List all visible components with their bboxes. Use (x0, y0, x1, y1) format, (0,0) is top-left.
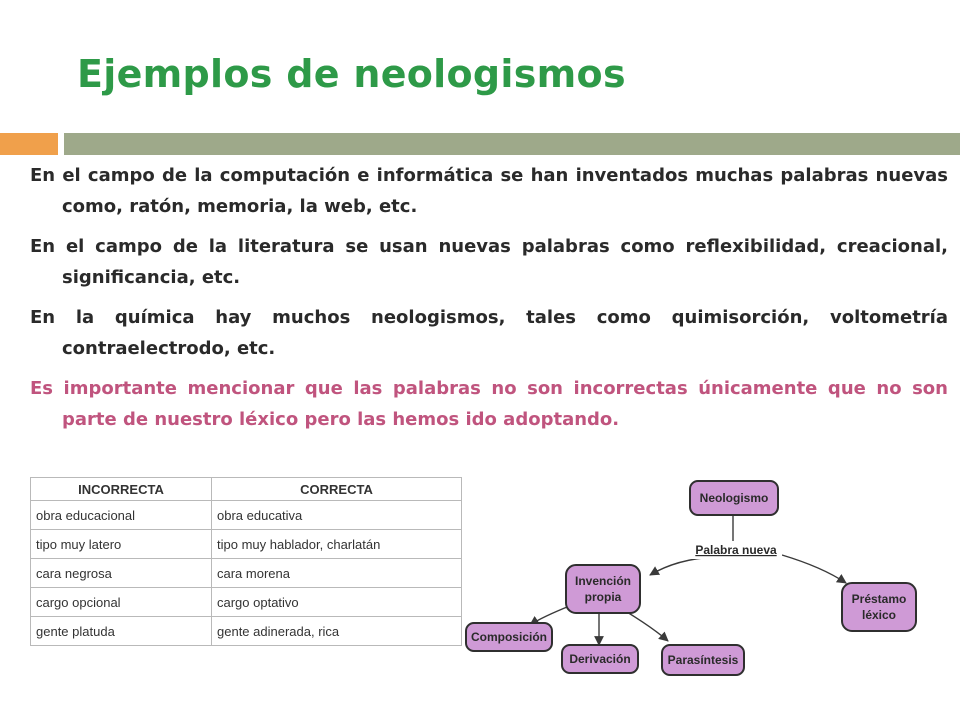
node-invencion-line2: propia (584, 590, 622, 604)
node-derivacion (562, 645, 638, 673)
column-header-incorrecta: INCORRECTA (31, 478, 212, 501)
node-composicion (466, 623, 552, 651)
paragraph-computacion: En el campo de la computación e informática se han inventados muchas palabras nuevas como, ratón, memoria, la web, etc. (30, 165, 948, 217)
cell-incorrecta: obra educacional (31, 501, 212, 530)
paragraph-literatura: En el campo de la literatura se usan nuevas palabras como reflexibilidad, creacional, significancia, etc. (30, 236, 948, 288)
table-row (31, 530, 462, 559)
link-label-palabra-nueva (690, 541, 782, 559)
cell-incorrecta: tipo muy latero (31, 530, 212, 559)
node-derivacion-label: Derivación (569, 652, 631, 666)
cell-correcta: cara morena (212, 559, 462, 588)
node-prestamo-line1: Préstamo (851, 592, 907, 606)
node-parasintesis (662, 645, 744, 675)
paragraph-quimica: En la química hay muchos neologismos, tales como quimisorción, voltometría contraelectrodo, etc. (30, 307, 948, 359)
node-invencion-line1: Invención (574, 574, 632, 588)
cell-incorrecta: cargo opcional (31, 588, 212, 617)
cell-correcta: gente adinerada, rica (212, 617, 462, 646)
header-bar-accent (0, 133, 58, 155)
node-parasintesis-label: Parasíntesis (667, 653, 739, 667)
node-invencion-propia (566, 565, 640, 613)
node-prestamo-line2: léxico (861, 608, 897, 622)
column-header-correcta: CORRECTA (212, 478, 462, 501)
edge-to-prestamo (782, 555, 846, 583)
cell-correcta: cargo optativo (212, 588, 462, 617)
header-bar (64, 133, 960, 155)
cell-correcta: obra educativa (212, 501, 462, 530)
table-row (31, 588, 462, 617)
body-text (30, 160, 948, 444)
cell-correcta: tipo muy hablador, charlatán (212, 530, 462, 559)
table-row (31, 501, 462, 530)
comparison-table (30, 477, 462, 646)
node-neologismo (690, 481, 778, 515)
node-neologismo-label: Neologismo (699, 491, 769, 505)
cell-incorrecta: gente platuda (31, 617, 212, 646)
node-prestamo-lexico (842, 583, 916, 631)
table-header-row (31, 478, 462, 501)
concept-map (462, 477, 932, 680)
slide-title: Ejemplos de neologismos (77, 52, 626, 96)
node-composicion-label: Composición (470, 630, 548, 644)
paragraph-conclusion: Es importante mencionar que las palabras no son incorrectas únicamente que no son parte de nuestro léxico pero las hemos ido adoptando. (30, 378, 948, 430)
table-row (31, 559, 462, 588)
comparison-table-container (30, 477, 462, 663)
cell-incorrecta: cara negrosa (31, 559, 212, 588)
link-label-text: Palabra nueva (695, 543, 777, 557)
edge-to-invencion (650, 557, 714, 575)
table-row (31, 617, 462, 646)
